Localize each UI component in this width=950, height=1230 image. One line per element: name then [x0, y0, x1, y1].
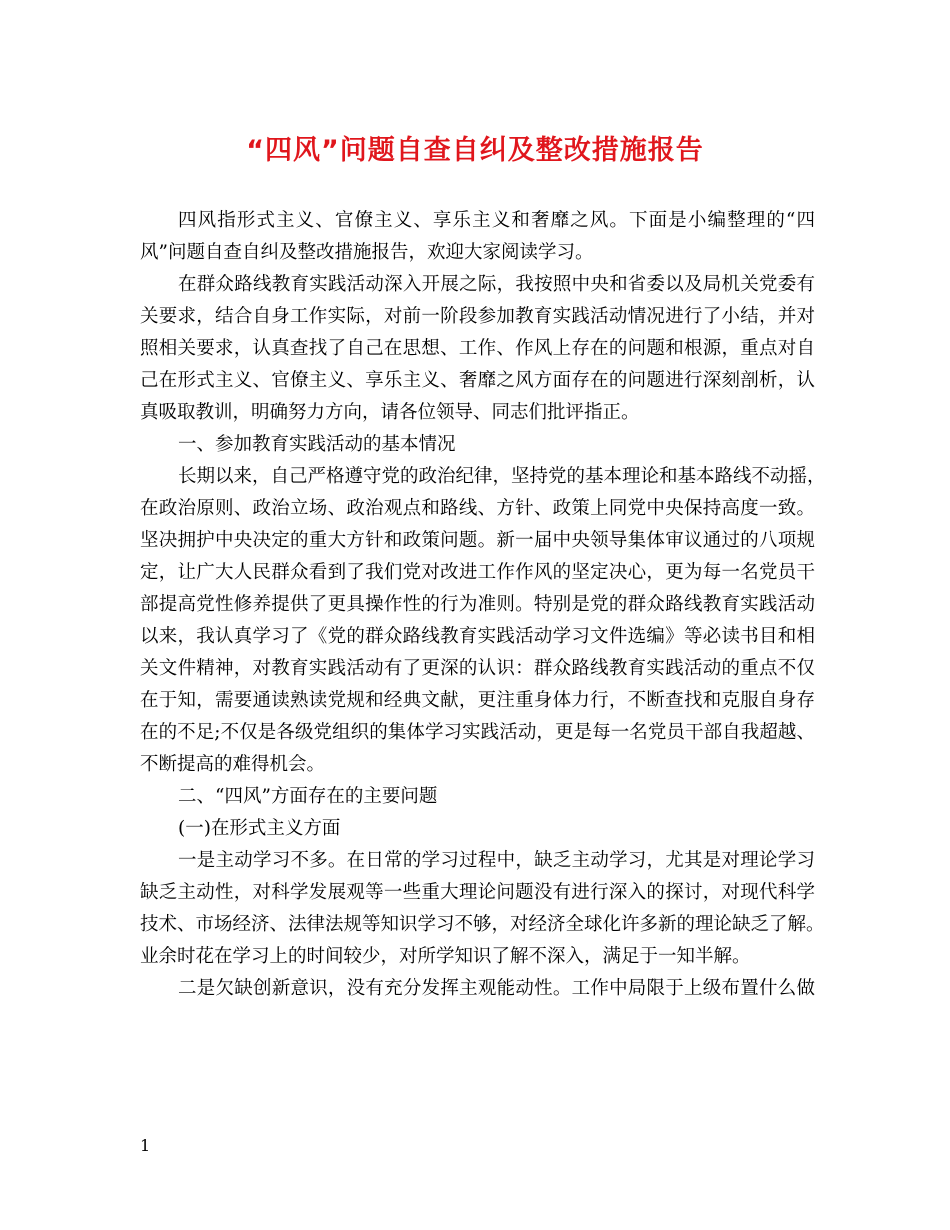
text-line: 真吸取教训，明确努力方向，请各位领导、同志们批评指正。 [140, 402, 640, 423]
document-body [140, 205, 826, 1005]
text-line: 以来，我认真学习了《党的群众路线教育实践活动学习文件选编》等必读书目和相 [140, 626, 815, 647]
text-line: 己在形式主义、官僚主义、享乐主义、奢靡之风方面存在的问题进行深刻剖析，认 [140, 370, 815, 391]
text-line: 风”问题自查自纠及整改措施报告，欢迎大家阅读学习。 [140, 242, 594, 263]
text-line: 在的不足;不仅是各级党组织的集体学习实践活动，更是每一名党员干部自我超越、 [140, 722, 815, 743]
text-line: 二、“四风”方面存在的主要问题 [178, 786, 438, 807]
document-title: “四风”问题自查自纠及整改措施报告 [246, 135, 704, 166]
text-line: 在群众路线教育实践活动深入开展之际，我按照中央和省委以及局机关党委有 [178, 274, 815, 295]
text-line: 不断提高的难得机会。 [140, 754, 326, 775]
text-line: 定，让广大人民群众看到了我们党对改进工作作风的坚定决心，更为每一名党员干 [140, 562, 815, 583]
text-line: 二是欠缺创新意识，没有充分发挥主观能动性。工作中局限于上级布置什么做 [178, 978, 815, 999]
text-line: 业余时花在学习上的时间较少，对所学知识了解不深入，满足于一知半解。 [140, 946, 751, 967]
text-line: 长期以来，自己严格遵守党的政治纪律，坚持党的基本理论和基本路线不动摇， [178, 466, 826, 487]
text-line: 一是主动学习不多。在日常的学习过程中，缺乏主动学习，尤其是对理论学习 [178, 850, 815, 871]
text-line: 关文件精神，对教育实践活动有了更深的认识：群众路线教育实践活动的重点不仅 [140, 658, 815, 679]
text-line: 在政治原则、政治立场、政治观点和路线、方针、政策上同党中央保持高度一致。 [140, 498, 815, 519]
text-line: (一)在形式主义方面 [178, 818, 341, 839]
text-line: 照相关要求，认真查找了自己在思想、工作、作风上存在的问题和根源，重点对自 [140, 338, 815, 359]
text-line: 关要求，结合自身工作实际，对前一阶段参加教育实践活动情况进行了小结，并对 [140, 306, 815, 327]
text-line: 坚决拥护中央决定的重大方针和政策问题。新一届中央领导集体审议通过的八项规 [140, 530, 815, 551]
text-line: 部提高党性修养提供了更具操作性的行为准则。特别是党的群众路线教育实践活动 [140, 594, 815, 615]
text-line: 缺乏主动性，对科学发展观等一些重大理论问题没有进行深入的探讨，对现代科学 [140, 882, 815, 903]
text-line: 一、参加教育实践活动的基本情况 [178, 434, 456, 455]
text-line: 技术、市场经济、法律法规等知识学习不够，对经济全球化许多新的理论缺乏了解。 [140, 914, 825, 935]
text-line: 在于知，需要通读熟读党规和经典文献，更注重身体力行，不断查找和克服自身存 [140, 690, 815, 711]
page-number: 1 [140, 1136, 151, 1155]
text-line: 四风指形式主义、官僚主义、享乐主义和奢靡之风。下面是小编整理的“四 [178, 210, 815, 231]
